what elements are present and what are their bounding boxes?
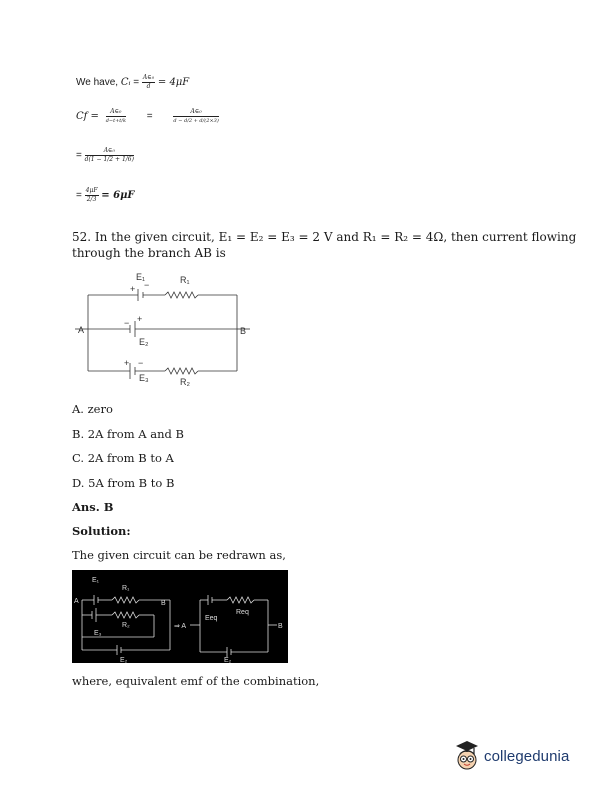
ci-fraction: $\frac{\text{A∈₀}}{d}$	[142, 74, 155, 90]
ci-result: = 4μF	[157, 77, 190, 89]
label-b: B	[240, 326, 247, 336]
derivation-line-4: = $\frac{4\mu F}{2/3}$ = 6μF	[76, 187, 135, 203]
c2-label-req: Req	[236, 609, 249, 616]
plus-e3: +	[124, 358, 130, 368]
derivation-line-1: We have, Cᵢ = $\frac{\text{A∈₀}}{d}$ = 4μF	[76, 74, 190, 90]
question-text	[72, 229, 577, 261]
cf-result: = 6μF	[101, 190, 135, 202]
minus-e2: −	[124, 318, 130, 328]
question-line-2: through the branch AB is	[72, 246, 226, 260]
label-e3: E₃	[139, 373, 149, 383]
c2-label-r2: R₂	[122, 622, 130, 629]
cf-fraction-3: $\frac{\text{A∈₀}}{d(1 - 1/2 + 1/6)}$	[84, 147, 134, 163]
c2-label-e2-right: E₂	[224, 657, 232, 663]
footer-text: where, equivalent emf of the combination,	[72, 674, 320, 688]
answer: Ans. B	[72, 500, 114, 514]
plus-e1: +	[130, 284, 136, 294]
label-r1: R₁	[180, 275, 190, 285]
minus-e3: −	[138, 358, 144, 368]
circuit-diagram	[70, 268, 260, 390]
cf-symbol: Cf =	[76, 111, 99, 123]
redrawn-circuit-diagram	[72, 570, 288, 663]
mascot-icon	[452, 740, 482, 772]
label-e1: E₁	[136, 272, 146, 282]
option-c: C. 2A from B to A	[72, 451, 174, 465]
c2-label-b: B	[161, 600, 166, 607]
c2-label-r1: R₁	[122, 585, 130, 592]
option-b: B. 2A from A and B	[72, 427, 184, 441]
c2-label-eeq: Eeq	[205, 615, 218, 622]
label-r2: R₂	[180, 377, 190, 387]
derivation-line-2: Cf = $\frac{\text{A∈₀}}{d-t+t/k}$ = $\frac{\text{A∈₀}}{d - d/2 + d/(2\times 3)}$	[76, 108, 219, 124]
question-line-1: 52. In the given circuit, E₁ = E₂ = E₃ = 2 V and R₁ = R₂ = 4Ω, then current flowing	[72, 230, 577, 244]
c2-label-b-right: B	[278, 623, 283, 630]
c2-arrow-a: ⇒ A	[174, 623, 187, 630]
c2-label-e1: E₁	[92, 577, 100, 584]
label-a: A	[78, 325, 85, 335]
c2-label-e3: E₃	[94, 630, 102, 637]
label-e2: E₂	[139, 337, 149, 347]
option-d: D. 5A from B to B	[72, 476, 175, 490]
minus-e1: −	[144, 280, 150, 290]
plus-e2: +	[137, 314, 143, 324]
collegedunia-logo[interactable]	[452, 740, 592, 774]
ci-symbol: Cᵢ	[120, 77, 131, 89]
cf-fraction-2: $\frac{\text{A∈₀}}{d - d/2 + d/(2\times 3)}$	[173, 108, 219, 124]
c2-label-a: A	[74, 598, 79, 605]
cf-fraction-4: $\frac{4\mu F}{2/3}$	[85, 187, 98, 203]
c2-label-e2: E₂	[120, 657, 128, 663]
we-have-text: We have,	[76, 77, 121, 89]
derivation-line-3: = $\frac{\text{A∈₀}}{d(1 - 1/2 + 1/6)}$	[76, 147, 134, 163]
solution-text: The given circuit can be redrawn as,	[72, 548, 286, 562]
solution-heading: Solution:	[72, 524, 131, 538]
option-a: A. zero	[72, 402, 113, 416]
logo-text: collegedunia	[484, 748, 570, 765]
cf-fraction-1: $\frac{\text{A∈₀}}{d-t+t/k}$	[105, 108, 127, 124]
